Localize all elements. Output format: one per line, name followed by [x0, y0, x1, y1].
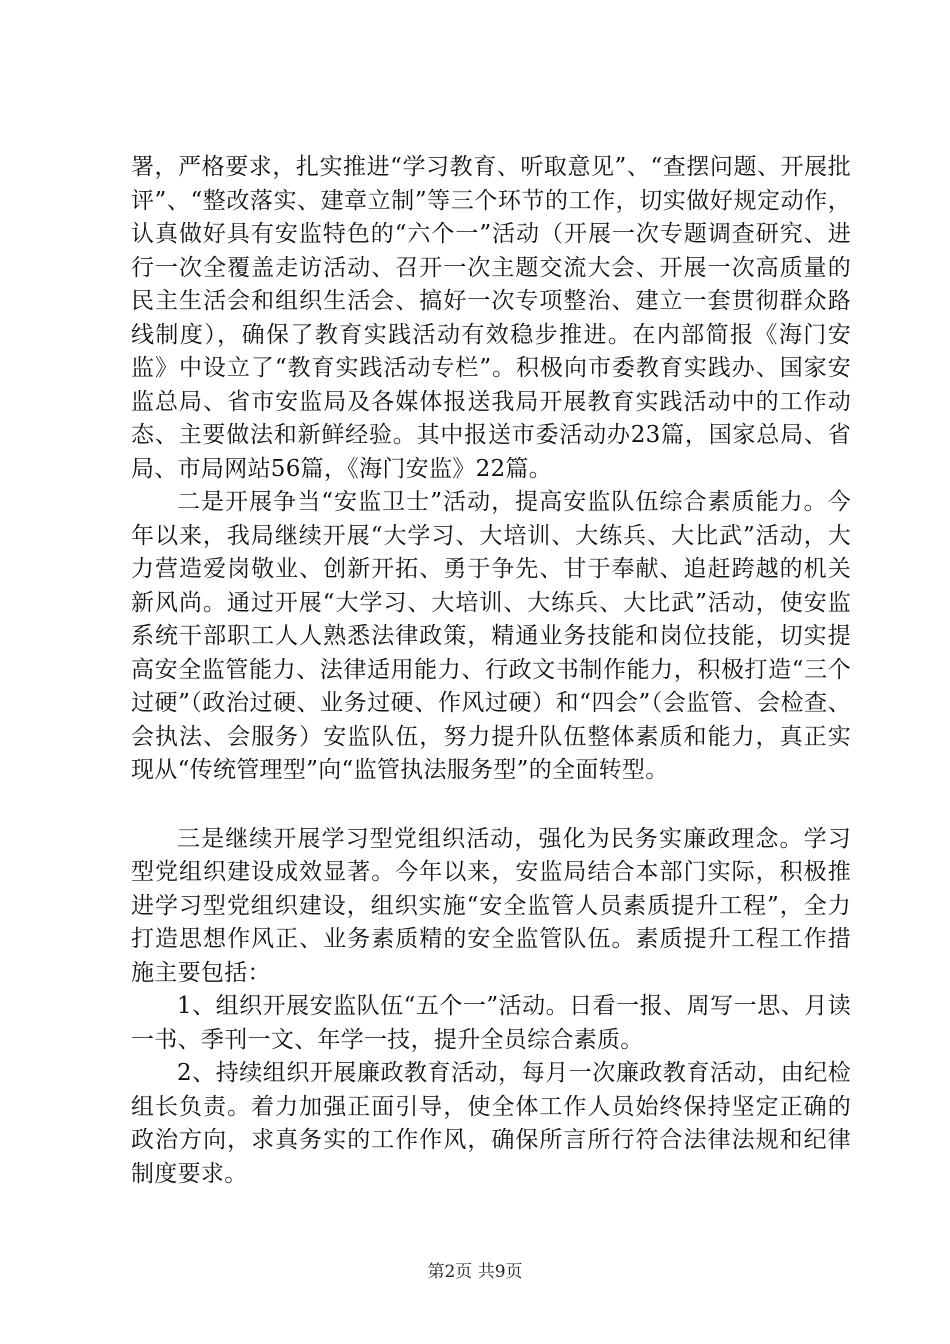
document-body — [131, 151, 851, 1191]
page-number-footer: 第2页 共9页 — [427, 1262, 523, 1282]
paragraph-item-2: 2、持续组织开展廉政教育活动，每月一次廉政教育活动，由纪检组长负责。着力加强正面引导，使全体工作人员始终保持坚定正确的政治方向，求真务实的工作作风，确保所言所行符合法律法规和纪律制度要求。 — [131, 1060, 851, 1187]
paragraph-item-1: 1、组织开展安监队伍“五个一”活动。日看一报、周写一思、月读一书、季刊一文、年学一技，提升全员综合素质。 — [131, 993, 851, 1053]
paragraph-learning-party-organization: 三是继续开展学习型党组织活动，强化为民务实廉政理念。学习型党组织建设成效显著。今年以来，安监局结合本部门实际，积极推进学习型党组织建设，组织实施“安全监管人员素质提升工程”，全力打造思想作风正、业务素质精的安全监管队伍。素质提升工程工作措施主要包括： — [131, 825, 851, 986]
paragraph-security-guard-activity: 二是开展争当“安监卫士”活动，提高安监队伍综合素质能力。今年以来，我局继续开展“大学习、大培训、大练兵、大比武”活动，大力营造爱岗敬业、创新开拓、勇于争先、甘于奉献、追赶跨越的机关新风尚。通过开展“大学习、大培训、大练兵、大比武”活动，使安监系统干部职工人人熟悉法律政策，精通业务技能和岗位技能，切实提高安全监管能力、法律适用能力、行政文书制作能力，积极打造“三个过硬”（政治过硬、业务过硬、作风过硬）和“四会”（会监管、会检查、会执法、会服务）安监队伍，努力提升队伍整体素质和能力，真正实现从“传统管理型”向“监管执法服务型”的全面转型。 — [131, 489, 851, 783]
paragraph-continuation: 署，严格要求，扎实推进“学习教育、听取意见”、“查摆问题、开展批评”、“整改落实、建章立制”等三个环节的工作，切实做好规定动作，认真做好具有安监特色的“六个一”活动（开展一次专题调查研究、进行一次全覆盖走访活动、召开一次主题交流大会、开展一次高质量的民主生活会和组织生活会、搞好一次专项整治、建立一套贯彻群众路线制度），确保了教育实践活动有效稳步推进。在内部简报《海门安监》中设立了“教育实践活动专栏”。积极向市委教育实践办、国家安监总局、省市安监局及各媒体报送我局开展教育实践活动中的工作动态、主要做法和新鲜经验。其中报送市委活动办23篇，国家总局、省局、市局网站56篇，《海门安监》22篇。 — [131, 154, 851, 482]
